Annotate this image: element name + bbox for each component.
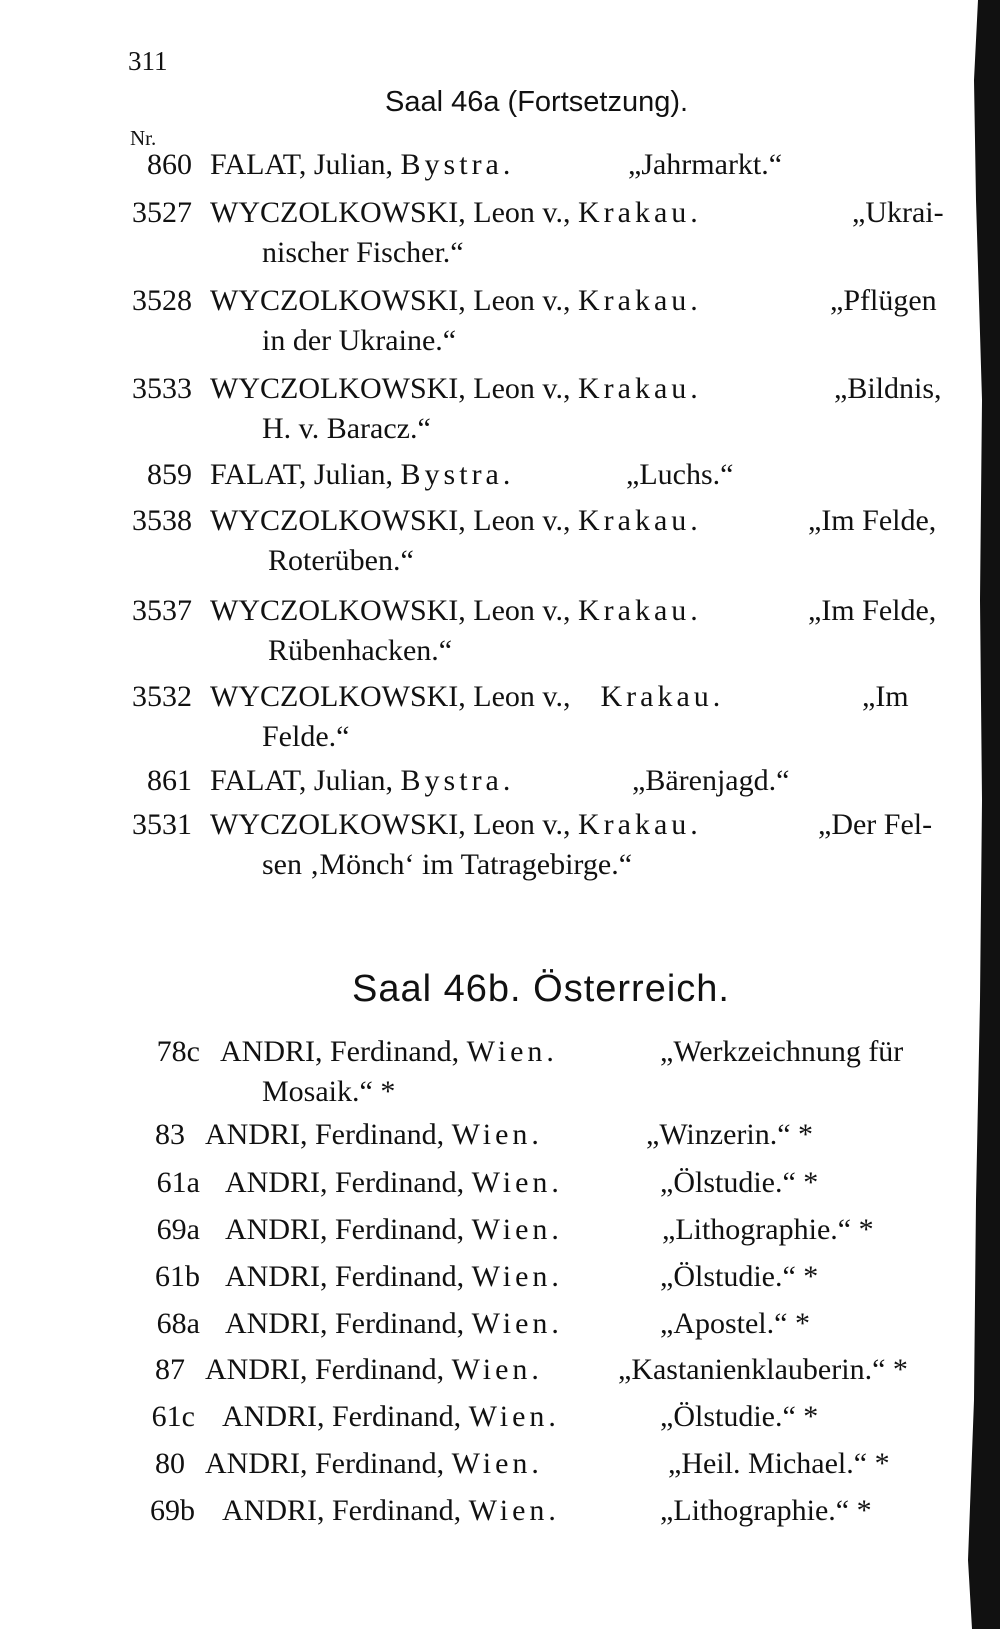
entry-number: 83 xyxy=(155,1118,185,1151)
entry-place: Bystra. xyxy=(400,458,515,491)
entry-number: 3538 xyxy=(132,504,192,537)
entry-artist: ANDRI, Ferdinand, xyxy=(205,1447,445,1480)
entry-title-continued: H. v. Baracz.“ xyxy=(262,412,431,445)
entry-artist: WYCZOLKOWSKI, Leon v., xyxy=(210,504,571,537)
entry-number: 61c xyxy=(151,1400,195,1433)
entry-title: „Jahrmarkt.“ xyxy=(628,148,783,181)
entry-artist: WYCZOLKOWSKI, Leon v., xyxy=(210,284,571,317)
entry-number: 3537 xyxy=(132,594,192,627)
entry-title: „Lithographie.“ * xyxy=(662,1213,874,1246)
entry-number: 78c xyxy=(156,1035,200,1068)
entry-artist: WYCZOLKOWSKI, Leon v., xyxy=(210,372,571,405)
entry-title: „Im xyxy=(862,680,909,713)
entry-place: Wien. xyxy=(468,1494,560,1527)
entry-place: Wien. xyxy=(451,1118,543,1151)
entry-title: „Luchs.“ xyxy=(626,458,734,491)
entry-title: „Ölstudie.“ * xyxy=(660,1400,819,1433)
entry-artist: ANDRI, Ferdinand, xyxy=(205,1118,445,1151)
entry-title: „Ukrai- xyxy=(852,196,944,229)
entry-title: „Apostel.“ * xyxy=(660,1307,810,1340)
entry-title: „Ölstudie.“ * xyxy=(660,1166,819,1199)
entry-artist: ANDRI, Ferdinand, xyxy=(225,1166,465,1199)
entry-number: 3528 xyxy=(132,284,192,317)
entry-artist: WYCZOLKOWSKI, Leon v., xyxy=(210,680,571,713)
entry-title: „Bildnis, xyxy=(834,372,942,405)
entry-artist: ANDRI, Ferdinand, xyxy=(220,1035,460,1068)
running-head: Saal 46a (Fortsetzung). xyxy=(385,86,689,118)
entry-number: 61a xyxy=(156,1166,200,1199)
entry-artist: FALAT, Julian, xyxy=(210,764,394,797)
entry-number: 87 xyxy=(155,1353,185,1386)
entry-title: „Der Fel- xyxy=(818,808,933,841)
entry-number: 3532 xyxy=(132,680,192,713)
entry-place: Wien. xyxy=(471,1166,563,1199)
entry-title-continued: Rübenhacken.“ xyxy=(268,634,453,667)
entry-title: „Winzerin.“ * xyxy=(646,1118,814,1151)
entry-place: Krakau. xyxy=(577,808,702,841)
entry-number: 68a xyxy=(156,1307,200,1340)
entry-place: Bystra. xyxy=(400,148,515,181)
entry-title: „Pflügen xyxy=(830,284,937,317)
entry-place: Wien. xyxy=(471,1213,563,1246)
entry-number: 3533 xyxy=(132,372,192,405)
entry-title: „Im Felde, xyxy=(808,594,937,627)
entry-place: Wien. xyxy=(471,1260,563,1293)
entry-artist: ANDRI, Ferdinand, xyxy=(205,1353,445,1386)
entry-place: Krakau. xyxy=(577,196,702,229)
entry-number: 861 xyxy=(147,764,192,797)
entry-place: Wien. xyxy=(466,1035,558,1068)
entry-artist: ANDRI, Ferdinand, xyxy=(225,1213,465,1246)
entry-place: Wien. xyxy=(468,1400,560,1433)
entry-title: „Kastanienklauberin.“ * xyxy=(618,1353,908,1386)
entry-artist: FALAT, Julian, xyxy=(210,148,394,181)
entry-artist: ANDRI, Ferdinand, xyxy=(225,1260,465,1293)
entry-artist: ANDRI, Ferdinand, xyxy=(222,1494,462,1527)
nr-label: Nr. xyxy=(130,126,157,150)
entry-place: Krakau. xyxy=(577,594,702,627)
entry-title: „Heil. Michael.“ * xyxy=(668,1447,890,1480)
entry-place: Krakau. xyxy=(600,680,725,713)
entry-artist: ANDRI, Ferdinand, xyxy=(222,1400,462,1433)
entry-place: Bystra. xyxy=(400,764,515,797)
entry-place: Wien. xyxy=(451,1447,543,1480)
entry-number: 61b xyxy=(155,1260,200,1293)
section-heading: Saal 46b. Österreich. xyxy=(352,968,730,1010)
entry-number: 860 xyxy=(147,148,192,181)
entry-title: „Werkzeichnung für xyxy=(660,1035,904,1068)
entry-number: 69a xyxy=(156,1213,200,1246)
page-edge-shadow xyxy=(960,0,1000,1629)
entry-place: Krakau. xyxy=(577,284,702,317)
entry-title: „Lithographie.“ * xyxy=(660,1494,872,1527)
entry-number: 69b xyxy=(150,1494,195,1527)
entry-title: „Bärenjagd.“ xyxy=(632,764,790,797)
entry-number: 3531 xyxy=(132,808,192,841)
entry-artist: WYCZOLKOWSKI, Leon v., xyxy=(210,196,571,229)
entry-artist: WYCZOLKOWSKI, Leon v., xyxy=(210,594,571,627)
entry-place: Krakau. xyxy=(577,504,702,537)
entry-artist: FALAT, Julian, xyxy=(210,458,394,491)
entry-title: „Ölstudie.“ * xyxy=(660,1260,819,1293)
entry-title-continued: Roterüben.“ xyxy=(268,544,414,577)
entry-number: 3527 xyxy=(132,196,192,229)
entry-place: Wien. xyxy=(451,1353,543,1386)
entry-title-continued: Felde.“ xyxy=(262,720,350,753)
entry-title-continued: Mosaik.“ * xyxy=(262,1075,396,1108)
entry-title-continued: nischer Fischer.“ xyxy=(262,236,464,269)
entry-place: Krakau. xyxy=(577,372,702,405)
entry-artist: ANDRI, Ferdinand, xyxy=(225,1307,465,1340)
entry-title-continued: sen ‚Mönch‘ im Tatragebirge.“ xyxy=(262,848,633,881)
entry-number: 80 xyxy=(155,1447,185,1480)
entry-artist: WYCZOLKOWSKI, Leon v., xyxy=(210,808,571,841)
page-number: 311 xyxy=(128,46,168,76)
entry-title-continued: in der Ukraine.“ xyxy=(262,324,457,357)
entry-number: 859 xyxy=(147,458,192,491)
entry-title: „Im Felde, xyxy=(808,504,937,537)
entry-place: Wien. xyxy=(471,1307,563,1340)
